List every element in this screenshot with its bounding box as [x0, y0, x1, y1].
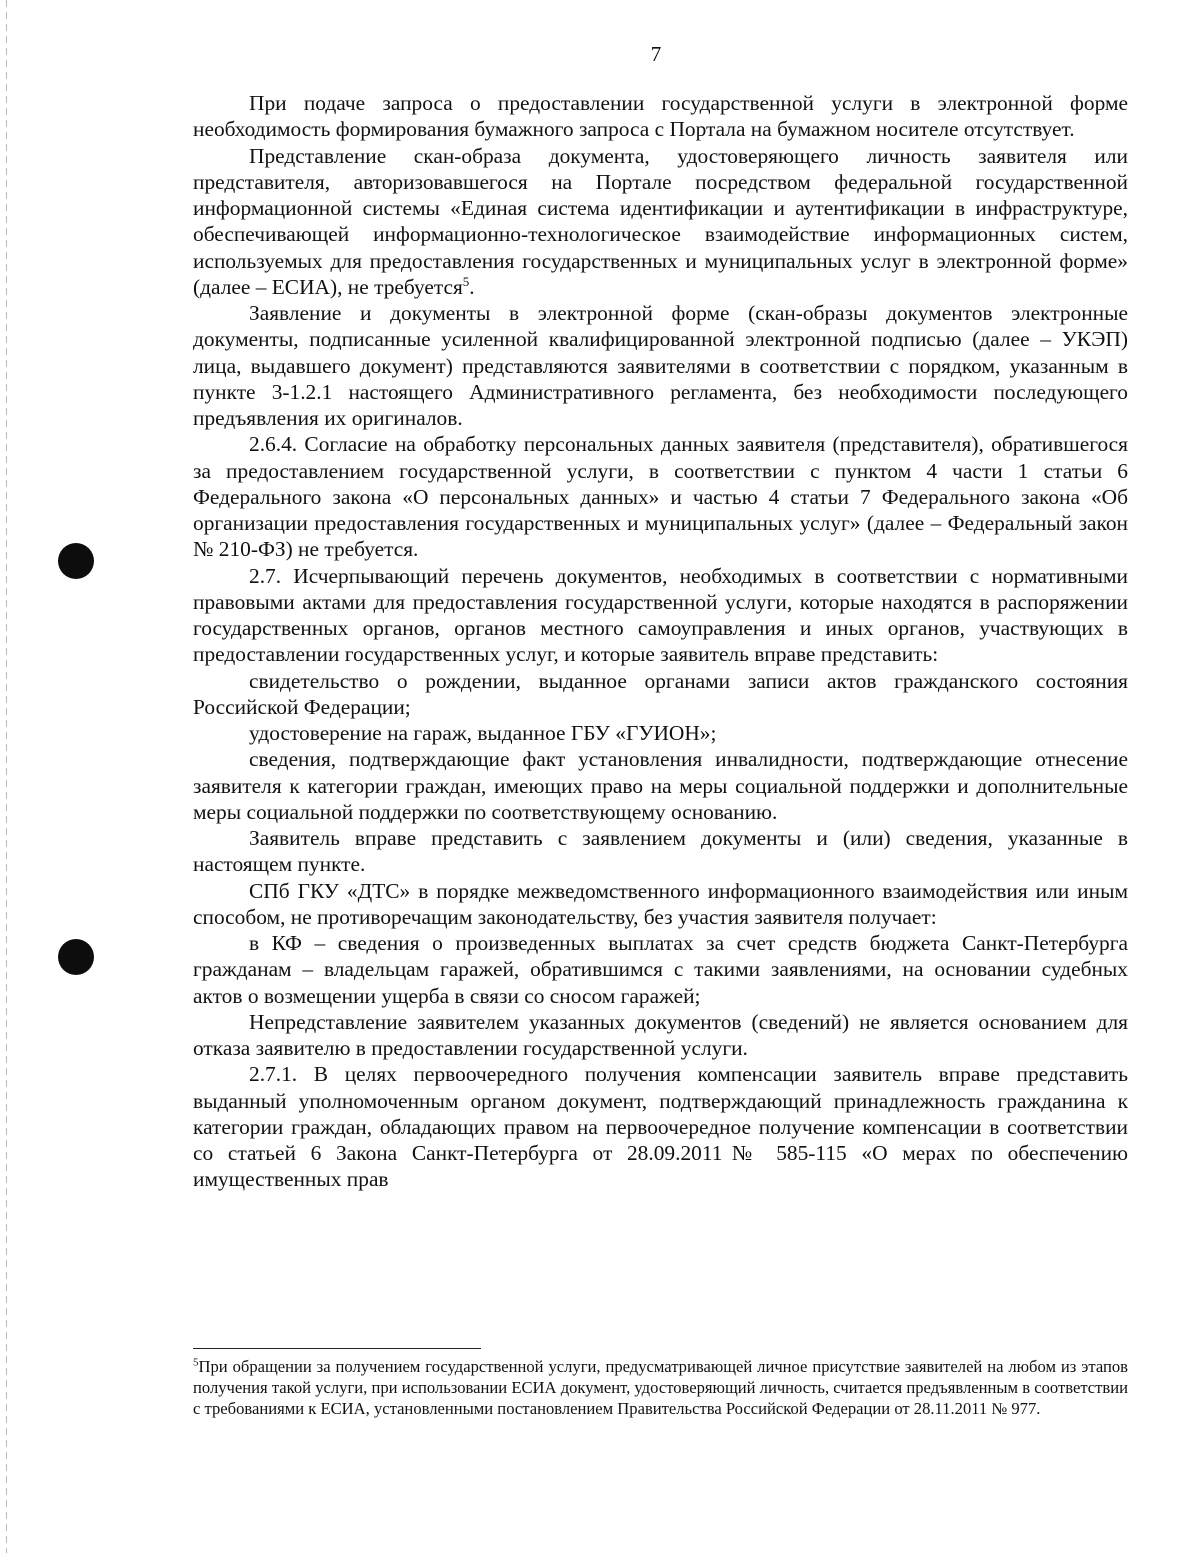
punch-hole-mark — [58, 543, 94, 579]
paragraph: Заявление и документы в электронной форме (скан-образы документов электронные документы, подписанные усиленной квалифицированной электронной подписью (далее – УКЭП) лица, выдавшего документ) представляются заявителями в соответствии с порядком, указанным в пункте 3-1.2.1 настоящего Административного регламента, без необходимости последующего предъявления их оригиналов. — [193, 301, 1128, 430]
paragraph: 2.6.4. Согласие на обработку персональных данных заявителя (представителя), обратившегося за предоставлением государственной услуги, в соответствии с пунктом 4 части 1 статьи 6 Федерального закона «О персональных данных» и частью 4 статьи 7 Федерального закона «Об организации предоставления государственных и муниципальных услуг» (далее – Федеральный закон № 210-ФЗ) не требуется. — [193, 432, 1128, 562]
paragraph: 2.7. Исчерпывающий перечень документов, необходимых в соответствии с нормативными правовыми актами для предоставления государственной услуги, которые находятся в распоряжении государственных органов, органов местного самоуправления и иных органов, участвующих в предоставлении государственных услуг, и которые заявитель вправе представить: — [193, 563, 1128, 667]
paragraph-text: Представление скан-образа документа, удостоверяющего личность заявителя или представителя, авторизовавшегося на Портале посредством федеральной государственной информационной системы «Единая система идентификации и аутентификации в инфраструктуре, обеспечивающей информационно-технологическое взаимодействие информационных систем, используемых для предоставления государственных и муниципальных услуг в электронной форме» (далее – ЕСИА), не требуется — [193, 143, 1128, 299]
paragraph — [193, 143, 1128, 301]
paragraph: При подаче запроса о предоставлении государственной услуги в электронной форме необходимость формирования бумажного запроса с Портала на бумажном носителе отсутствует. — [193, 91, 1128, 142]
page-number: 7 — [650, 42, 662, 66]
paragraph-end-punctuation: . — [469, 274, 475, 299]
footnote — [193, 1356, 1128, 1419]
paragraph: свидетельство о рождении, выданное органами записи актов гражданского состояния Российской Федерации; — [193, 668, 1128, 719]
paragraph: Заявитель вправе представить с заявлением документы и (или) сведения, указанные в настоящем пункте. — [193, 826, 1128, 877]
paragraph: в КФ – сведения о произведенных выплатах за счет средств бюджета Санкт-Петербурга гражданам – владельцам гаражей, обратившимся с такими заявлениями, на основании судебных актов о возмещении ущерба в связи со сносом гаражей; — [193, 931, 1128, 1008]
scan-edge-line — [6, 0, 7, 1553]
footnote-separator — [193, 1348, 481, 1349]
paragraph: удостоверение на гараж, выданное ГБУ «ГУИОН»; — [249, 721, 717, 745]
footnote-number: 5 — [193, 1356, 199, 1369]
footnote-text: При обращении за получением государственной услуги, предусматривающей личное присутствие заявителей на любом из этапов получения такой услуги, при использовании ЕСИА документ, удостоверяющий личность, считается предъявленным в соответствии с требованиями к ЕСИА, установленными постановлением Правительства Российской Федерации от 28.11.2011 № 977. — [193, 1357, 1128, 1418]
paragraph: Непредставление заявителем указанных документов (сведений) не является основанием для отказа заявителю в предоставлении государственной услуги. — [193, 1009, 1128, 1060]
body-text — [193, 90, 1128, 1193]
punch-hole-mark — [58, 939, 94, 975]
paragraph: 2.7.1. В целях первоочередного получения компенсации заявитель вправе представить выданный уполномоченным органом документ, подтверждающий принадлежность гражданина к категории граждан, обладающих правом на первоочередное получение компенсации в соответствии со статьей 6 Закона Санкт-Петербурга от 28.09.2011№ 585-115 «О мерах по обеспечению имущественных прав — [193, 1062, 1128, 1192]
footnote-reference[interactable]: 5 — [462, 273, 470, 289]
paragraph: сведения, подтверждающие факт установления инвалидности, подтверждающие отнесение заявителя к категории граждан, имеющих право на меры социальной поддержки и дополнительные меры социальной поддержки по соответствующему основанию. — [193, 747, 1128, 824]
paragraph: СПб ГКУ «ДТС» в порядке межведомственного информационного взаимодействия или иным способом, не противоречащим законодательству, без участия заявителя получает: — [193, 878, 1128, 929]
